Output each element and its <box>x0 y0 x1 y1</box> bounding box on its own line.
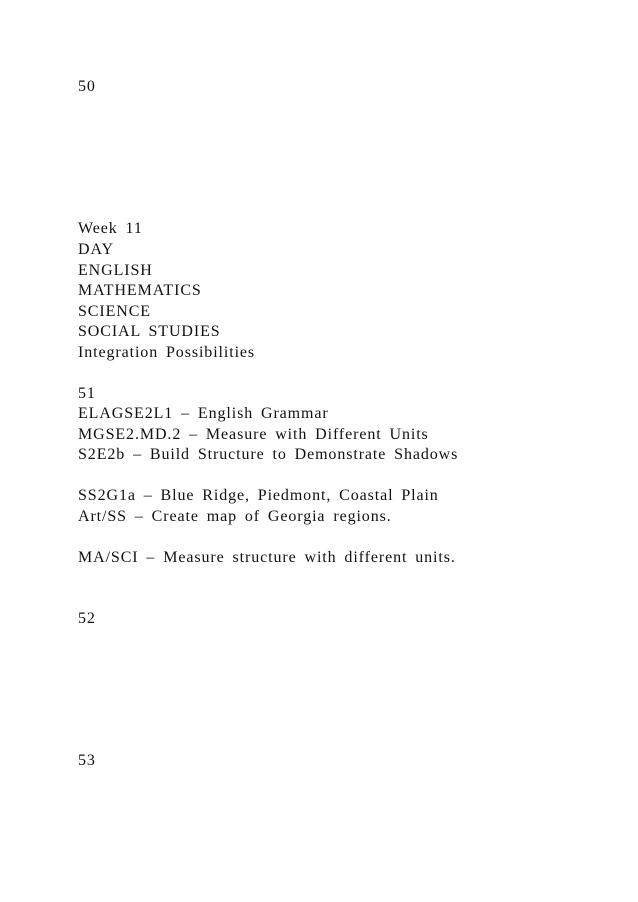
english-standard: ELAGSE2L1 – English Grammar <box>78 405 329 422</box>
mathematics-header: MATHEMATICS <box>78 282 202 299</box>
science-standard: S2E2b – Build Structure to Demonstrate Shadows <box>78 446 459 463</box>
week-heading: Week 11 <box>78 220 143 237</box>
page-number-50: 50 <box>78 78 96 95</box>
science-header: SCIENCE <box>78 303 151 320</box>
day-header: DAY <box>78 241 114 258</box>
page-number-53: 53 <box>78 752 96 769</box>
math-standard: MGSE2.MD.2 – Measure with Different Units <box>78 426 429 443</box>
social-studies-standard: SS2G1a – Blue Ridge, Piedmont, Coastal Plain <box>78 487 439 504</box>
ma-sci-integration: MA/SCI – Measure structure with different units. <box>78 549 456 566</box>
page-number-51: 51 <box>78 385 96 402</box>
social-studies-header: SOCIAL STUDIES <box>78 323 221 340</box>
art-ss-integration: Art/SS – Create map of Georgia regions. <box>78 508 392 525</box>
page-number-52: 52 <box>78 610 96 627</box>
english-header: ENGLISH <box>78 262 153 279</box>
integration-header: Integration Possibilities <box>78 344 256 361</box>
